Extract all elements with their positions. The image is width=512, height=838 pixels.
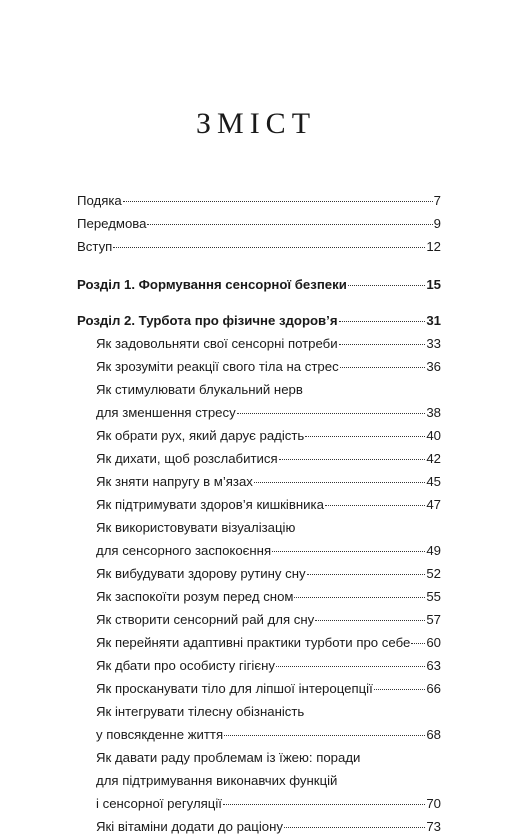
page-title: ЗМІСТ	[195, 107, 317, 140]
dot-leader	[294, 596, 425, 598]
toc-entry	[77, 815, 441, 838]
toc-entry-front-2	[77, 235, 441, 258]
dot-leader	[113, 246, 425, 248]
section-title: Розділ 1. Формування сенсорної безпеки	[77, 277, 347, 292]
toc-entry-title: Вступ	[77, 239, 113, 254]
toc-entry-line	[77, 378, 441, 401]
toc-entry	[77, 539, 441, 562]
dot-leader	[374, 688, 426, 690]
toc-entry	[77, 631, 441, 654]
dot-leader	[254, 481, 425, 483]
toc-entry-title: Як просканувати тіло для ліпшої інтероцепції	[96, 681, 373, 696]
dot-leader	[224, 734, 425, 736]
section-page: 31	[426, 313, 441, 328]
toc-entry-front-1	[77, 212, 441, 235]
toc-entry-title: Як обрати рух, який дарує радість	[96, 428, 305, 443]
toc-entry-title: для зменшення стресу	[96, 405, 236, 420]
toc-entry-title: Подяка	[77, 193, 122, 208]
toc-entry	[77, 355, 441, 378]
dot-leader	[339, 320, 426, 322]
toc-section-1	[77, 273, 441, 296]
toc-entry-page: 57	[426, 612, 441, 627]
dot-leader	[325, 504, 425, 506]
dot-leader	[123, 200, 433, 202]
table-of-contents	[77, 189, 441, 838]
toc-entry-page: 66	[426, 681, 441, 696]
toc-entry-page: 42	[426, 451, 441, 466]
toc-entry	[77, 723, 441, 746]
toc-entry-title: Як давати раду проблемам із їжею: поради	[96, 750, 361, 765]
toc-entry	[77, 677, 441, 700]
section-2-entries	[77, 332, 441, 838]
toc-entry	[77, 424, 441, 447]
dot-leader	[223, 803, 425, 805]
toc-entry-page: 60	[426, 635, 441, 650]
dot-leader	[411, 642, 425, 644]
dot-leader	[348, 284, 426, 286]
toc-entry-title: Як дбати про особисту гігієну	[96, 658, 275, 673]
toc-entry-page: 55	[426, 589, 441, 604]
toc-entry-title: Як вибудувати здорову рутину сну	[96, 566, 306, 581]
toc-entry-page: 36	[426, 359, 441, 374]
toc-entry-title: Як дихати, щоб розслабитися	[96, 451, 278, 466]
toc-entry-title: Як зрозуміти реакції свого тіла на стрес	[96, 359, 339, 374]
dot-leader	[237, 412, 426, 414]
dot-leader	[339, 343, 426, 345]
toc-section-2	[77, 309, 441, 332]
toc-entry	[77, 470, 441, 493]
toc-entry-title: для сенсорного заспокоєння	[96, 543, 272, 558]
toc-entry	[77, 608, 441, 631]
section-title: Розділ 2. Турбота про фізичне здоров’я	[77, 313, 338, 328]
toc-entry-page: 63	[426, 658, 441, 673]
toc-entry-title: Які вітаміни додати до раціону	[96, 819, 283, 834]
toc-entry-page: 9	[433, 216, 441, 231]
toc-entry-page: 40	[426, 428, 441, 443]
spacer	[77, 258, 441, 273]
toc-entry-title: Передмова	[77, 216, 147, 231]
dot-leader	[305, 435, 425, 437]
toc-entry-page: 45	[426, 474, 441, 489]
toc-entry-page: 70	[426, 796, 441, 811]
toc-entry	[77, 401, 441, 424]
toc-entry-title: Як перейняти адаптивні практики турботи про себе	[96, 635, 411, 650]
toc-entry	[77, 562, 441, 585]
toc-entry-title: Як стимулювати блукальний нерв	[96, 382, 303, 397]
dot-leader	[307, 573, 426, 575]
toc-entry-line	[77, 746, 441, 769]
toc-entry-line	[77, 516, 441, 539]
toc-entry-title: Як підтримувати здоров’я кишківника	[96, 497, 324, 512]
dot-leader	[340, 366, 426, 368]
toc-entry	[77, 493, 441, 516]
dot-leader	[284, 826, 425, 828]
toc-entry-title: у повсякденне життя	[96, 727, 224, 742]
toc-entry-front-0	[77, 189, 441, 212]
toc-entry	[77, 792, 441, 815]
toc-entry-page: 33	[426, 336, 441, 351]
toc-entry-page: 7	[433, 193, 441, 208]
toc-entry-title: і сенсорної регуляції	[96, 796, 222, 811]
toc-entry-title: Як заспокоїти розум перед сном	[96, 589, 294, 604]
toc-entry	[77, 585, 441, 608]
toc-entry-page: 49	[426, 543, 441, 558]
toc-entry-title: Як інтегрувати тілесну обізнаність	[96, 704, 305, 719]
spacer	[77, 296, 441, 309]
toc-entry-title: Як зняти напругу в м’язах	[96, 474, 253, 489]
toc-entry	[77, 332, 441, 355]
dot-leader	[315, 619, 425, 621]
toc-entry-line	[77, 700, 441, 723]
toc-entry-title: для підтримування виконавчих функцій	[96, 773, 338, 788]
toc-entry-title: Як використовувати візуалізацію	[96, 520, 296, 535]
dot-leader	[279, 458, 426, 460]
toc-entry-page: 12	[426, 239, 441, 254]
toc-entry-title: Як створити сенсорний рай для сну	[96, 612, 315, 627]
toc-entry-page: 73	[426, 819, 441, 834]
toc-entry-title: Як задовольняти свої сенсорні потреби	[96, 336, 338, 351]
toc-entry-line	[77, 769, 441, 792]
toc-entry	[77, 654, 441, 677]
toc-entry	[77, 447, 441, 470]
dot-leader	[147, 223, 432, 225]
dot-leader	[272, 550, 425, 552]
toc-entry-page: 68	[426, 727, 441, 742]
toc-entry-page: 47	[426, 497, 441, 512]
toc-entry-page: 38	[426, 405, 441, 420]
section-page: 15	[426, 277, 441, 292]
toc-entry-page: 52	[426, 566, 441, 581]
dot-leader	[276, 665, 425, 667]
